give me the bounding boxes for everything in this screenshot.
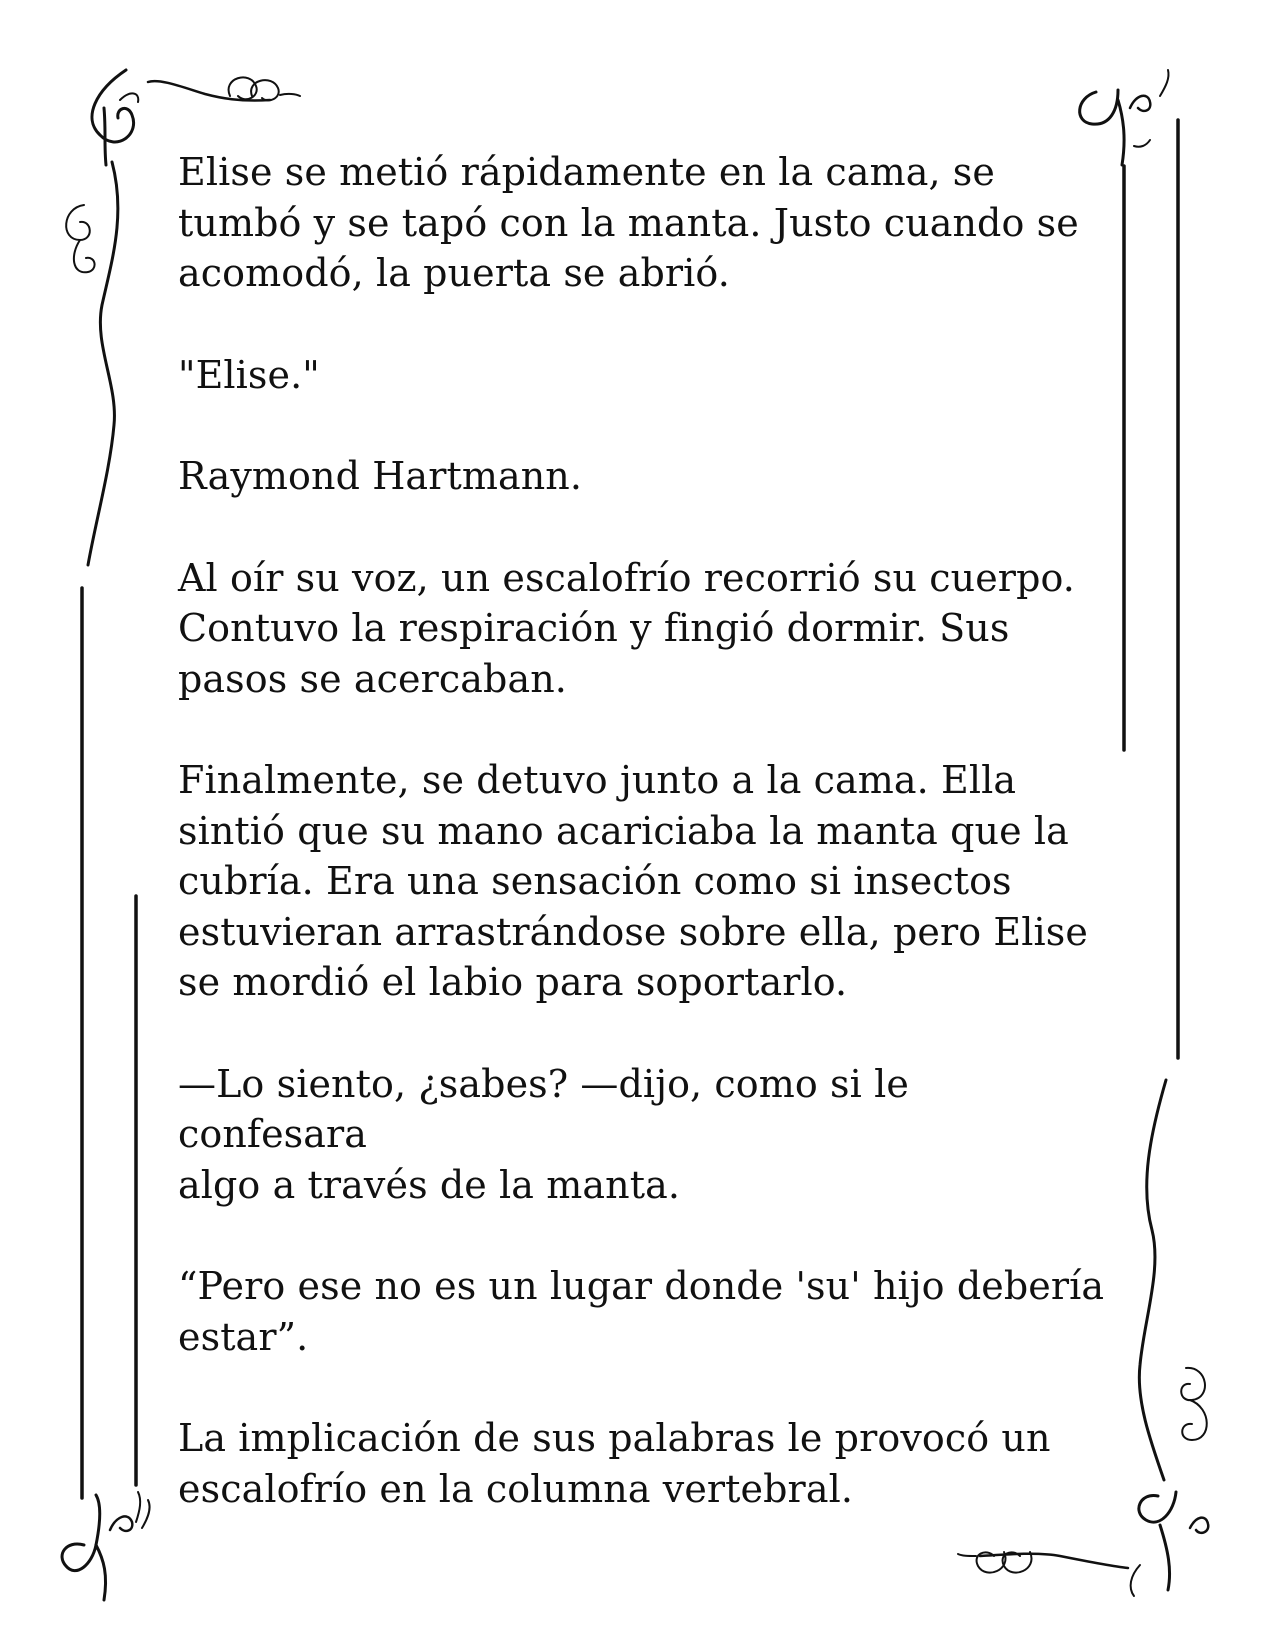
paragraph: Elise se metió rápidamente en la cama, se tumbó y se tapó con la manta. Justo cuando se acomodó, la puerta se abrió.	[178, 150, 1079, 295]
paragraph: Al oír su voz, un escalofrío recorrió su cuerpo. Contuvo la respiración y fingió dormir. Sus pasos se acercaban.	[178, 555, 1075, 701]
paragraph: Finalmente, se detuvo junto a la cama. Ella sintió que su mano acariciaba la manta que la cubría. Era una sensación como si insectos estuvieran arrastrándose sobre ella, pero Elise se mordió el labio para soportarlo.	[178, 758, 1088, 1004]
flourish-bottom-left	[62, 1492, 150, 1600]
page-body-text	[178, 147, 1108, 1565]
paragraph: “Pero ese no es un lugar donde 'su' hijo debería estar”.	[178, 1264, 1105, 1359]
paragraph: "Elise."	[178, 352, 320, 397]
paragraph: Raymond Hartmann.	[178, 454, 583, 498]
paragraph: —Lo siento, ¿sabes? —dijo, como si le confesara algo a través de la manta.	[178, 1061, 909, 1207]
paragraph: La implicación de sus palabras le provocó un escalofrío en la columna vertebral.	[178, 1416, 1051, 1511]
